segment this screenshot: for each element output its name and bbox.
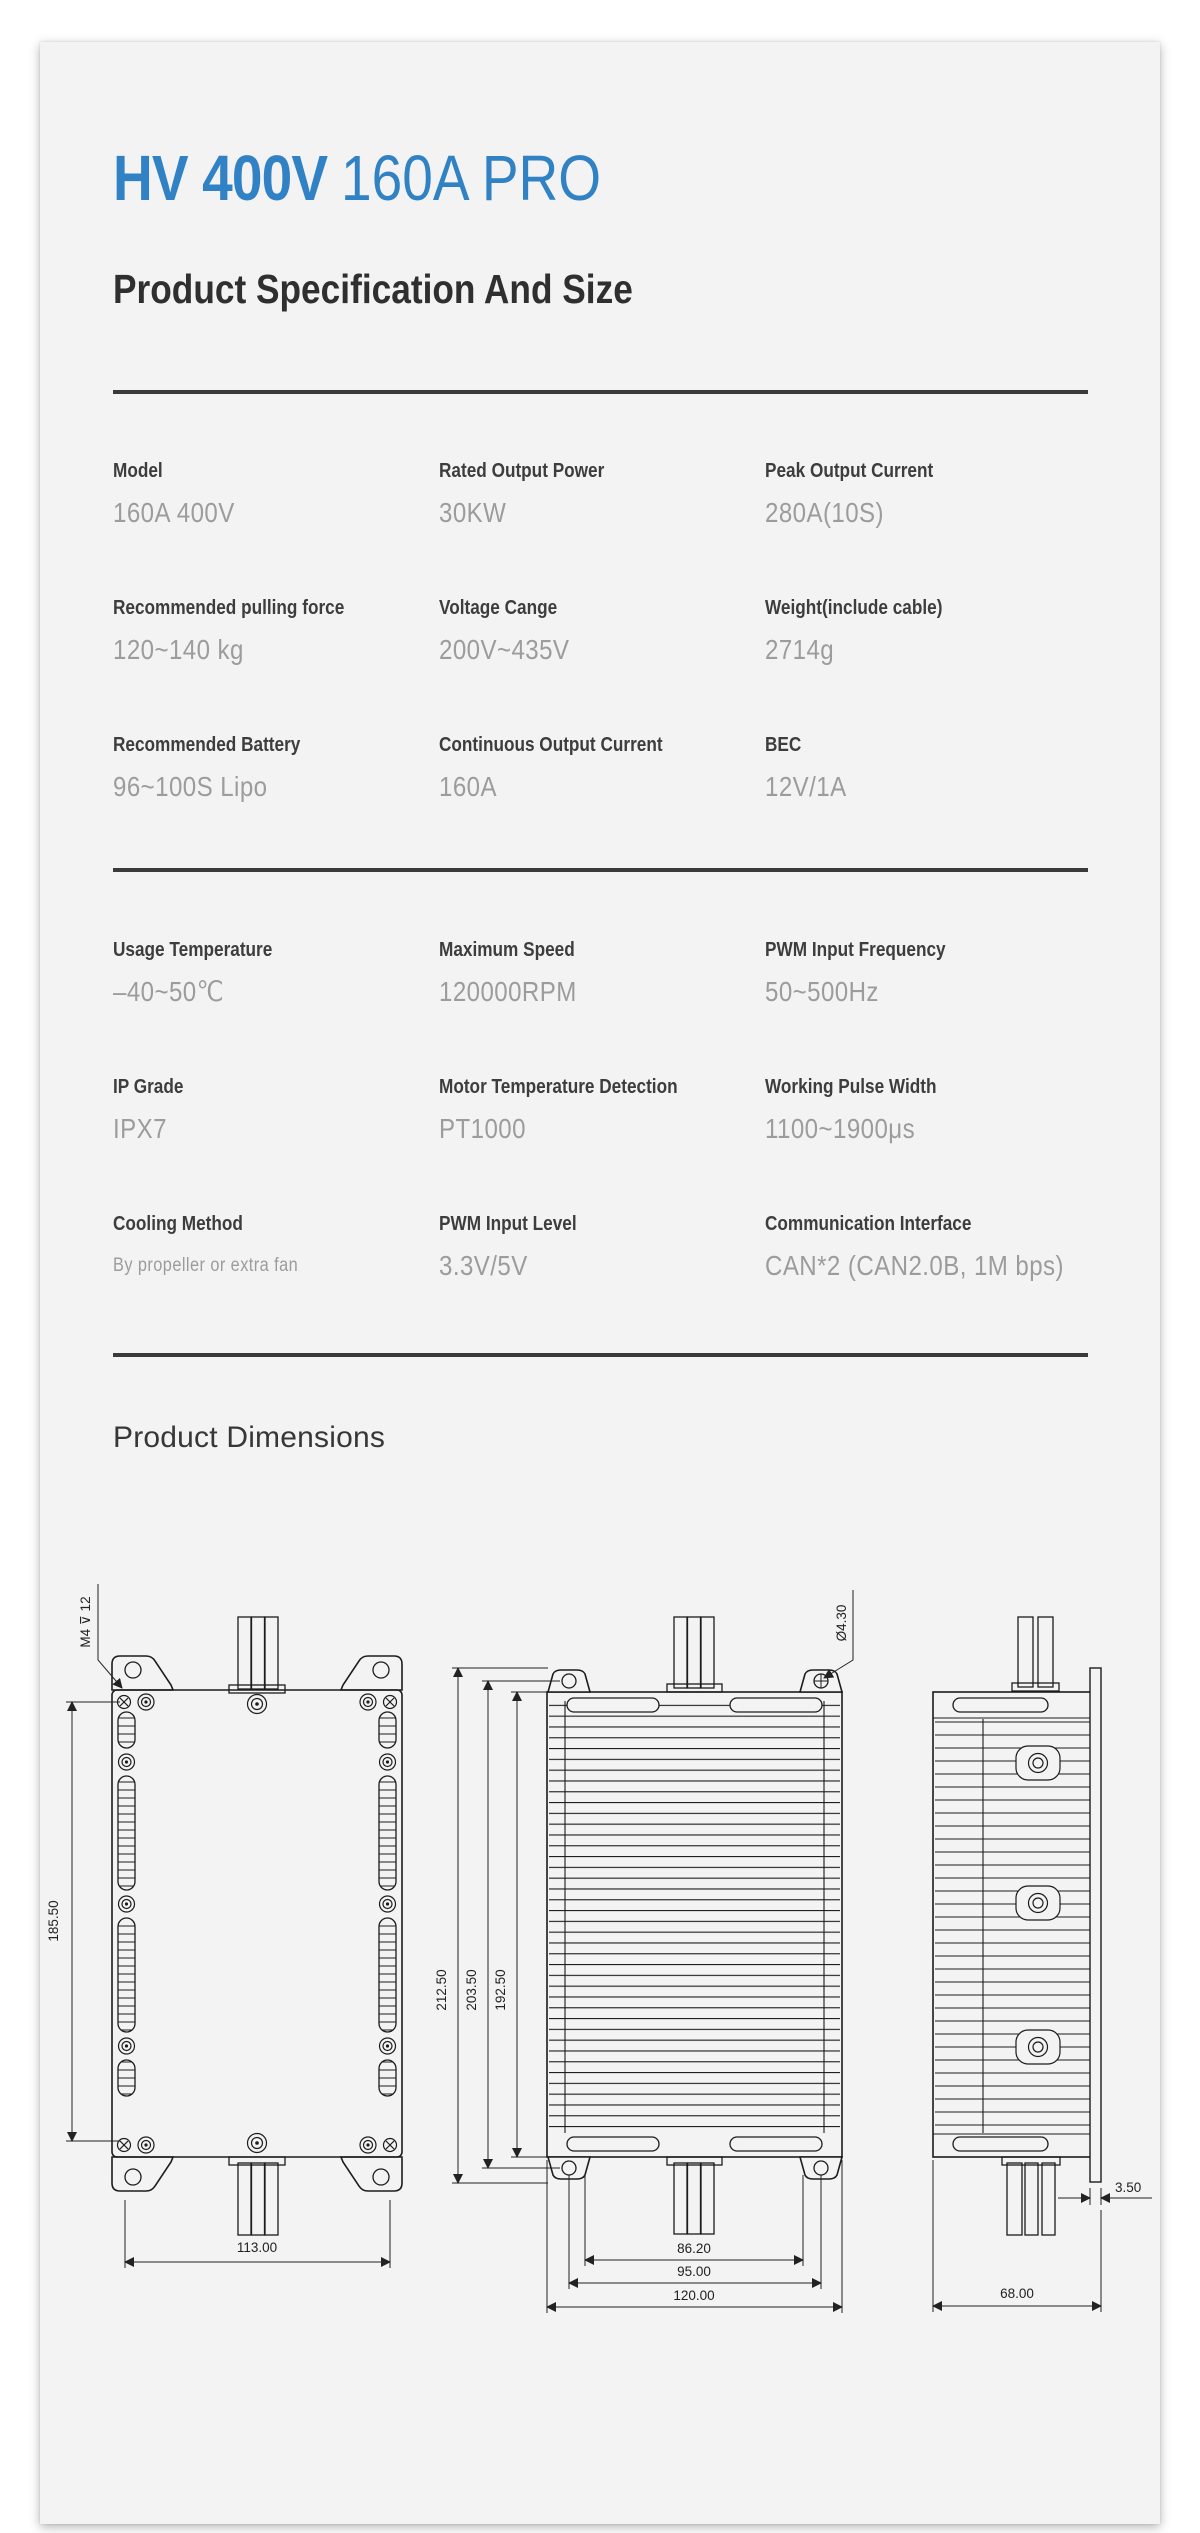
dim-label-hole-span: 95.00 — [677, 2264, 711, 2279]
fin-view-drawing — [434, 1590, 853, 2313]
spec-cell — [765, 459, 1098, 530]
dim-label-hole-diameter: Ø4.30 — [834, 1604, 849, 1642]
dim-label-flange-thickness: 3.50 — [1115, 2180, 1142, 2195]
spec-grid-secondary — [113, 938, 1098, 1283]
dimensions-heading: Product Dimensions — [113, 1421, 386, 1454]
dim-label-overall-height: 212.50 — [434, 1969, 449, 2011]
spec-label: Voltage Cange — [439, 597, 558, 619]
spec-value: IPX7 — [113, 1113, 167, 1144]
spec-label: Peak Output Current — [765, 460, 934, 482]
spec-label: BEC — [765, 734, 802, 756]
spec-cell — [765, 733, 1098, 804]
spec-value: 160A — [439, 771, 497, 802]
spec-value: By propeller or extra fan — [113, 1255, 299, 1276]
spec-label: Model — [113, 460, 163, 482]
spec-label: Recommended pulling force — [113, 597, 345, 619]
spec-grid-primary — [113, 459, 1098, 804]
spec-label: Working Pulse Width — [765, 1076, 937, 1098]
spec-value: 30KW — [439, 497, 507, 528]
spec-cell — [113, 1075, 439, 1146]
spec-cell — [439, 733, 765, 804]
spec-value: –40~50℃ — [113, 976, 225, 1007]
spec-label: Rated Output Power — [439, 460, 605, 482]
spec-cell — [439, 1075, 765, 1146]
spec-cell — [113, 938, 439, 1009]
product-spec-card — [40, 42, 1160, 2524]
spec-label: Usage Temperature — [113, 939, 273, 961]
spec-value: 280A(10S) — [765, 497, 885, 528]
product-variant-title: 160A PRO — [341, 142, 602, 214]
divider — [113, 868, 1088, 872]
spec-value: 96~100S Lipo — [113, 771, 268, 802]
spec-cell — [439, 938, 765, 1009]
side-view-drawing — [933, 1617, 1152, 2312]
spec-label: Recommended Battery — [113, 734, 301, 756]
spec-label: PWM Input Level — [439, 1213, 577, 1235]
spec-value: 1100~1900μs — [765, 1113, 916, 1144]
spec-value: 2714g — [765, 634, 835, 665]
dim-label-side-width: 68.00 — [1000, 2286, 1034, 2301]
spec-cell — [439, 1212, 765, 1283]
spec-value: 50~500Hz — [765, 976, 879, 1007]
top-view-drawing — [46, 1584, 402, 2268]
spec-value: 120000RPM — [439, 976, 577, 1007]
spec-cell — [439, 459, 765, 530]
spec-value: 12V/1A — [765, 771, 847, 802]
spec-value: CAN*2 (CAN2.0B, 1M bps) — [765, 1250, 1064, 1281]
section-subtitle: Product Specification And Size — [113, 266, 633, 312]
spec-cell — [439, 596, 765, 667]
divider — [113, 390, 1088, 394]
spec-cell — [113, 733, 439, 804]
spec-label: PWM Input Frequency — [765, 939, 946, 961]
spec-label: Continuous Output Current — [439, 734, 663, 756]
spec-label: IP Grade — [113, 1076, 184, 1098]
spec-label: Motor Temperature Detection — [439, 1076, 678, 1098]
spec-cell — [765, 1075, 1098, 1146]
spec-value: 200V~435V — [439, 634, 570, 665]
dim-label-body-height: 192.50 — [493, 1969, 508, 2011]
technical-drawing-canvas — [40, 1560, 1160, 2380]
spec-value: 160A 400V — [113, 497, 235, 528]
divider — [113, 1353, 1088, 1357]
dimension-drawings — [40, 1560, 1160, 2380]
spec-value: 3.3V/5V — [439, 1250, 528, 1281]
spec-value: PT1000 — [439, 1113, 526, 1144]
dim-label-width-113: 113.00 — [236, 2240, 278, 2255]
spec-cell — [765, 596, 1098, 667]
spec-label: Communication Interface — [765, 1213, 972, 1235]
spec-cell — [113, 459, 439, 530]
spec-value: 120~140 kg — [113, 634, 244, 665]
product-model-title: HV 400V — [113, 142, 328, 214]
spec-label: Weight(include cable) — [765, 597, 943, 619]
spec-cell — [765, 938, 1098, 1009]
dim-label-thread-note: M4 ⊽ 12 — [78, 1596, 93, 1648]
spec-cell — [765, 1212, 1098, 1283]
dim-label-hole-span-height: 203.50 — [464, 1969, 479, 2011]
spec-label: Cooling Method — [113, 1213, 243, 1235]
dim-label-slot-span: 86.20 — [677, 2241, 711, 2256]
dim-label-height-185: 185.50 — [46, 1900, 61, 1942]
page-title — [113, 142, 681, 214]
dim-label-overall-width: 120.00 — [673, 2288, 715, 2303]
spec-cell — [113, 596, 439, 667]
spec-cell — [113, 1212, 439, 1283]
spec-label: Maximum Speed — [439, 939, 575, 961]
